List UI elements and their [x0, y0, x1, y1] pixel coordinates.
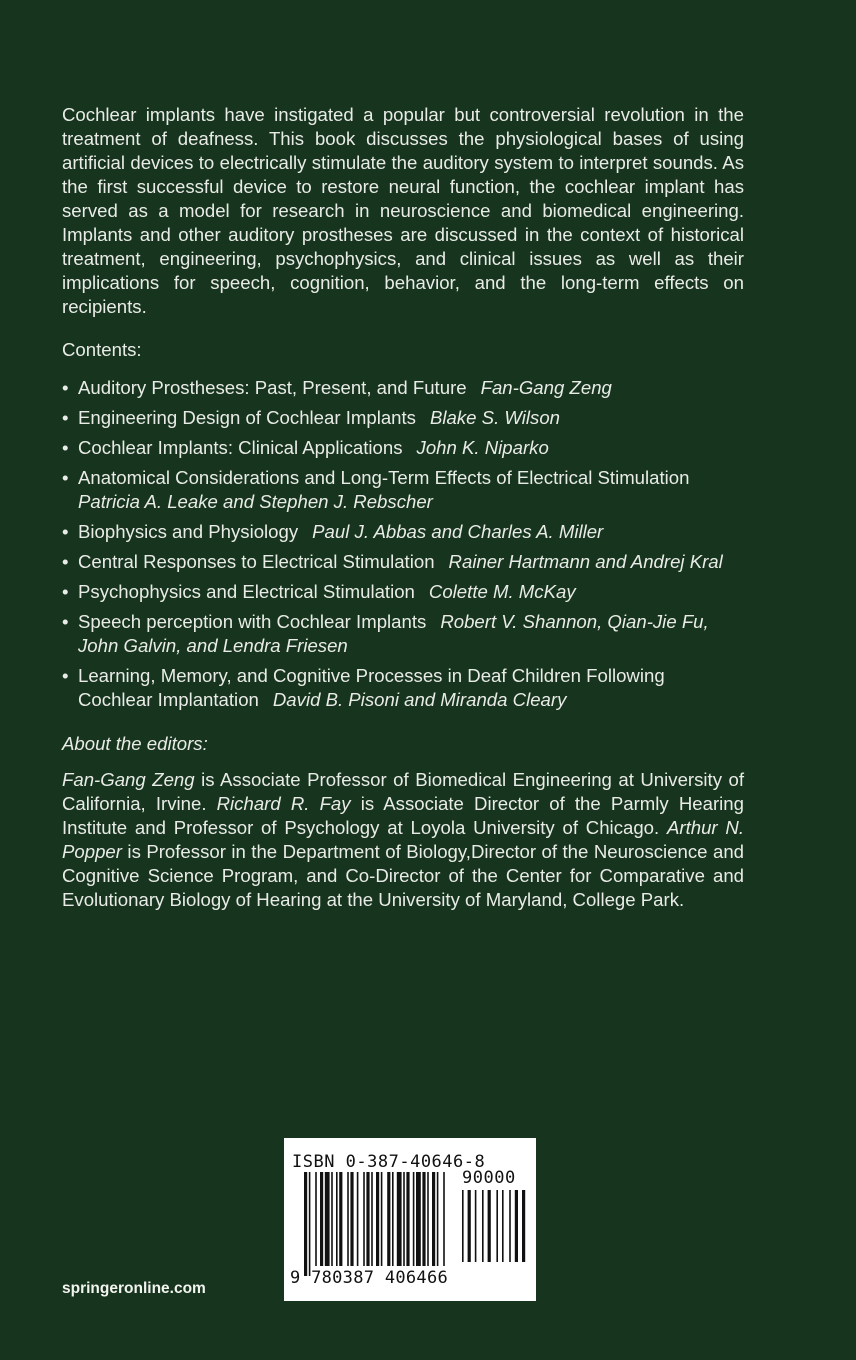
- bullet-icon: •: [62, 521, 69, 542]
- barcode-bar: [366, 1172, 369, 1266]
- barcode-bar: [437, 1172, 439, 1266]
- barcode-bar: [468, 1190, 471, 1262]
- barcode-bar: [331, 1172, 333, 1266]
- barcode-bar: [432, 1172, 435, 1266]
- price-code: 90000: [462, 1168, 516, 1188]
- toc-item: [62, 580, 744, 604]
- barcode-bar: [350, 1172, 353, 1266]
- barcode-bar: [403, 1172, 405, 1266]
- bullet-icon: •: [62, 377, 69, 398]
- toc-item: [62, 550, 744, 574]
- barcode-bar: [339, 1172, 342, 1266]
- barcode-bar: [462, 1190, 464, 1262]
- editor-name: Fan-Gang Zeng: [62, 769, 195, 790]
- chapter-author: Colette M. McKay: [428, 581, 576, 602]
- barcode-bar: [416, 1172, 421, 1266]
- chapter-title: Cochlear Implants: Clinical Applications: [78, 437, 403, 458]
- bullet-icon: •: [62, 665, 69, 686]
- barcode-bar: [496, 1190, 498, 1262]
- chapter-author: Robert V. Shannon, Qian-Jie Fu, John Galvin, and Lendra Friesen: [78, 611, 709, 656]
- barcode-bar: [325, 1172, 330, 1266]
- editor-name: Arthur N. Popper: [62, 817, 744, 862]
- barcode-bar: [381, 1172, 383, 1266]
- contents-heading: Contents:: [62, 339, 142, 360]
- barcode-bar: [522, 1190, 525, 1262]
- barcode-bar: [397, 1172, 402, 1266]
- chapter-title: Biophysics and Physiology: [78, 521, 299, 542]
- isbn-number: ISBN 0-387-40646-8: [292, 1152, 486, 1172]
- chapter-title: Speech perception with Cochlear Implants: [78, 611, 427, 632]
- editor-bio: is Associate Director of the Parmly Hearing Institute and Professor of Psychology at Loyola University of Chicago.: [62, 793, 744, 838]
- barcode-bar: [413, 1172, 415, 1266]
- ean-number: 9 780387 406466: [290, 1268, 449, 1288]
- editor-bio: is Professor in the Department of Biology,Director of the Neuroscience and Cognitive Science Program, and Co-Director of the Center for Comparative and Evolutionary Biology of Hearing at the University of Maryland, College Park.: [62, 841, 744, 910]
- barcode-bar: [392, 1172, 394, 1266]
- chapter-title: Psychophysics and Electrical Stimulation: [78, 581, 415, 602]
- barcode-bar: [315, 1172, 317, 1266]
- barcode-bar: [336, 1172, 338, 1266]
- chapter-author: Blake S. Wilson: [429, 407, 561, 428]
- chapter-author: Fan-Gang Zeng: [480, 377, 612, 398]
- barcode-bar: [320, 1172, 323, 1266]
- barcode-bar: [422, 1172, 425, 1266]
- about-editors-text: [62, 768, 744, 912]
- publisher-website: springeronline.com: [62, 1280, 206, 1297]
- barcode-bar: [427, 1172, 429, 1266]
- barcode-bar: [357, 1172, 359, 1266]
- chapter-author: Patricia A. Leake and Stephen J. Rebscher: [78, 491, 433, 512]
- barcode-bar: [371, 1172, 373, 1266]
- chapter-author: David B. Pisoni and Miranda Cleary: [272, 689, 567, 710]
- barcode-bar: [515, 1190, 518, 1262]
- bullet-icon: •: [62, 581, 69, 602]
- toc-item: [62, 664, 744, 712]
- toc-item: [62, 466, 744, 514]
- bullet-icon: •: [62, 407, 69, 428]
- bullet-icon: •: [62, 551, 69, 572]
- barcode-bar: [363, 1172, 365, 1266]
- barcode-bar: [502, 1190, 504, 1262]
- about-editors-heading: About the editors:: [62, 733, 208, 754]
- barcode-bar: [482, 1190, 484, 1262]
- chapter-author: Paul J. Abbas and Charles A. Miller: [312, 521, 604, 542]
- barcode-bar: [347, 1172, 349, 1266]
- cover-text: [62, 103, 744, 912]
- toc-item: [62, 376, 744, 400]
- chapter-author: John K. Niparko: [416, 437, 549, 458]
- barcode-bar: [309, 1172, 311, 1276]
- chapter-title: Engineering Design of Cochlear Implants: [78, 407, 416, 428]
- chapter-title: Anatomical Considerations and Long-Term Effects of Electrical Stimulation: [78, 467, 690, 488]
- barcode-bar: [488, 1190, 491, 1262]
- bullet-icon: •: [62, 467, 69, 488]
- table-of-contents: [62, 376, 744, 712]
- barcode-bar: [304, 1172, 307, 1276]
- barcode-bar: [475, 1190, 477, 1262]
- barcode-bar: [376, 1172, 379, 1266]
- chapter-author: Rainer Hartmann and Andrej Kral: [448, 551, 723, 572]
- toc-item: [62, 406, 744, 430]
- barcode-bar: [443, 1172, 445, 1266]
- chapter-title: Central Responses to Electrical Stimulation: [78, 551, 435, 572]
- barcode-bar: [387, 1172, 390, 1266]
- barcode-bar: [509, 1190, 511, 1262]
- editor-name: Richard R. Fay: [216, 793, 351, 814]
- isbn-barcode: [284, 1138, 536, 1301]
- book-description: Cochlear implants have instigated a popular but controversial revolution in the treatment of deafness. This book discusses the physiological bases of using artificial devices to electrically stimulate the auditory system to interpret sounds. As the first successful device to restore neural function, the cochlear implant has served as a model for research in neuroscience and biomedical engineering. Implants and other auditory prostheses are discussed in the context of historical treatment, engineering, psychophysics, and clinical issues as well as their implications for speech, cognition, behavior, and the long-term effects on recipients.: [62, 104, 744, 317]
- chapter-title: Learning, Memory, and Cognitive Processes in Deaf Children Following Cochlear Implantation: [78, 665, 665, 710]
- toc-item: [62, 610, 744, 658]
- chapter-title: Auditory Prostheses: Past, Present, and Future: [78, 377, 467, 398]
- editor-bio: is Associate Professor of Biomedical Engineering at University of California, Irvine.: [62, 769, 745, 814]
- toc-item: [62, 520, 744, 544]
- toc-item: [62, 436, 744, 460]
- barcode-bar: [406, 1172, 409, 1266]
- bullet-icon: •: [62, 437, 69, 458]
- bullet-icon: •: [62, 611, 69, 632]
